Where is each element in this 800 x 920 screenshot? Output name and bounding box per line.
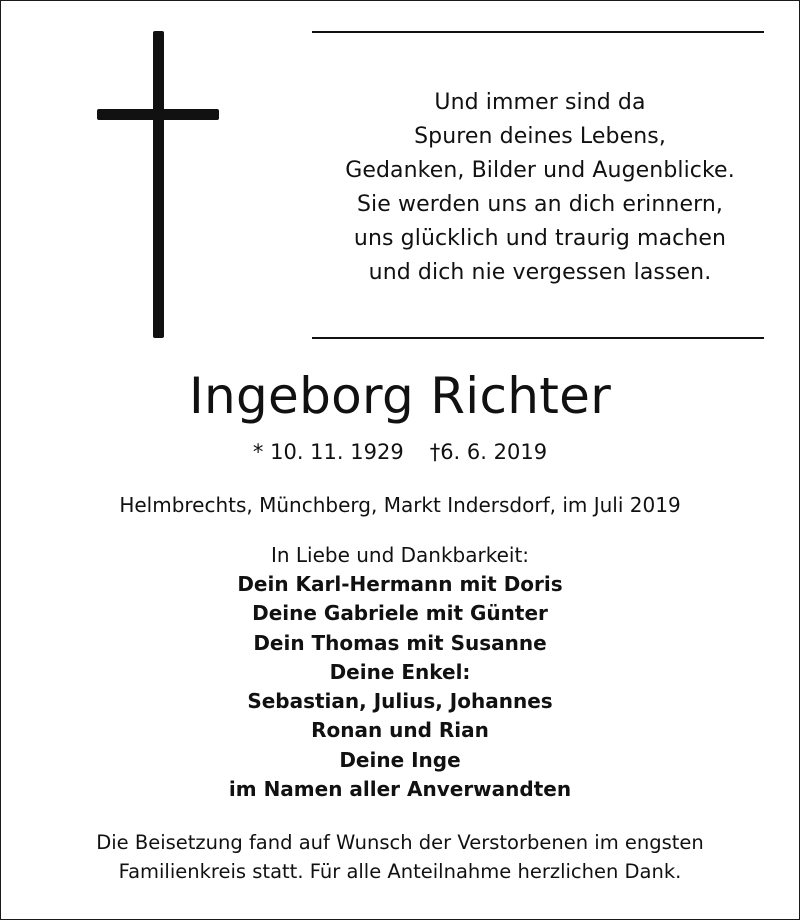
mourner-line: Dein Karl-Hermann mit Doris: [237, 572, 563, 596]
mourners-list: [0, 570, 800, 804]
mourner-line: Deine Enkel:: [329, 659, 471, 684]
place-and-date: Helmbrechts, Münchberg, Markt Indersdorf, im Juli 2019: [119, 493, 681, 517]
mourner-line: Ronan und Rian: [311, 718, 489, 743]
notice-line: Familienkreis statt. Für alle Anteilnahme herzlichen Dank.: [118, 860, 682, 883]
top-divider: [312, 31, 764, 33]
mourner-line: Deine Gabriele mit Günter: [252, 601, 548, 626]
cross-vertical-bar: [153, 31, 164, 338]
death-date: †6. 6. 2019: [429, 440, 548, 464]
birth-date: * 10. 11. 1929: [252, 440, 404, 464]
deceased-name: Ingeborg Richter: [188, 367, 612, 425]
poem-line: Und immer sind da: [434, 90, 646, 115]
mourner-line: Dein Thomas mit Susanne: [253, 630, 547, 655]
poem-line: Sie werden uns an dich erinnern,: [356, 192, 723, 217]
mourner-line: Deine Inge: [339, 747, 461, 772]
mourner-line: im Namen aller Anverwandten: [228, 777, 572, 802]
memorial-poem: [300, 86, 780, 290]
poem-line: uns glücklich und traurig machen: [353, 226, 727, 251]
mourners-block: [0, 541, 800, 804]
bottom-divider: [312, 337, 764, 339]
poem-line: Spuren deines Lebens,: [414, 124, 666, 149]
poem-line: und dich nie vergessen lassen.: [368, 260, 712, 285]
life-dates: [0, 436, 800, 468]
poem-line: Gedanken, Bilder und Augenblicke.: [345, 158, 735, 183]
notice-line: Die Beisetzung fand auf Wunsch der Verstorbenen im engsten: [96, 831, 704, 854]
mourner-line: Sebastian, Julius, Johannes: [247, 689, 553, 714]
mourners-intro: In Liebe und Dankbarkeit:: [270, 543, 530, 567]
cross-horizontal-bar: [97, 109, 219, 120]
funeral-notice: [0, 828, 800, 886]
